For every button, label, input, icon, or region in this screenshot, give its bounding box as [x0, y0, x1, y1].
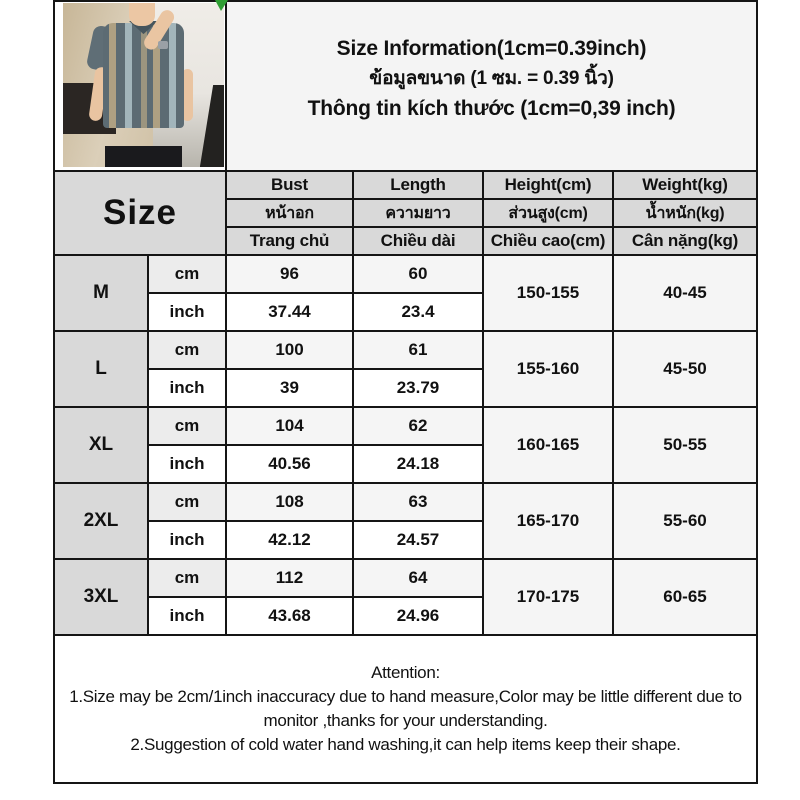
header-weight-vi: Cân nặng(kg): [613, 227, 757, 255]
length-cm-l: 61: [353, 331, 483, 369]
header-bust-th: หน้าอก: [226, 199, 353, 227]
unit-inch-xl: inch: [148, 445, 226, 483]
title-thai: ข้อมูลขนาด (1 ซม. = 0.39 นิ้ว): [369, 68, 614, 89]
weight-m: 40-45: [613, 255, 757, 331]
bust-cm-xl: 104: [226, 407, 353, 445]
header-height-th: ส่วนสูง(cm): [483, 199, 613, 227]
header-row-en: [54, 171, 757, 199]
bust-inch-3xl: 43.68: [226, 597, 353, 635]
green-corner-marker: [215, 0, 228, 11]
height-2xl: 165-170: [483, 483, 613, 559]
length-cm-2xl: 63: [353, 483, 483, 521]
bust-cm-2xl: 108: [226, 483, 353, 521]
unit-inch-3xl: inch: [148, 597, 226, 635]
weight-3xl: 60-65: [613, 559, 757, 635]
attention-heading: Attention:: [371, 663, 440, 682]
title-vietnamese: Thông tin kích thước (1cm=0,39 inch): [307, 97, 676, 120]
length-inch-3xl: 24.96: [353, 597, 483, 635]
unit-cm-l: cm: [148, 331, 226, 369]
header-height-vi: Chiều cao(cm): [483, 227, 613, 255]
product-photo-cell: [54, 1, 226, 171]
wrist-watch-icon: [158, 41, 168, 49]
table-row-2xl-cm: [54, 483, 757, 521]
size-label-xl: XL: [54, 407, 148, 483]
bust-inch-l: 39: [226, 369, 353, 407]
height-m: 150-155: [483, 255, 613, 331]
table-row-3xl-cm: [54, 559, 757, 597]
unit-cm-xl: cm: [148, 407, 226, 445]
table-row-xl-cm: [54, 407, 757, 445]
table-row-m-cm: [54, 255, 757, 293]
header-length-en: Length: [353, 171, 483, 199]
size-label-l: L: [54, 331, 148, 407]
height-3xl: 170-175: [483, 559, 613, 635]
length-inch-xl: 24.18: [353, 445, 483, 483]
header-bust-vi: Trang chủ: [226, 227, 353, 255]
header-length-th: ความยาว: [353, 199, 483, 227]
length-inch-2xl: 24.57: [353, 521, 483, 559]
weight-xl: 50-55: [613, 407, 757, 483]
height-xl: 160-165: [483, 407, 613, 483]
bust-inch-m: 37.44: [226, 293, 353, 331]
unit-inch-m: inch: [148, 293, 226, 331]
bust-cm-l: 100: [226, 331, 353, 369]
attention-note-2: 2.Suggestion of cold water hand washing,it can help items keep their shape.: [130, 735, 681, 754]
title-english: Size Information(1cm=0.39inch): [336, 37, 647, 60]
weight-2xl: 55-60: [613, 483, 757, 559]
header-weight-en: Weight(kg): [613, 171, 757, 199]
size-label-2xl: 2XL: [54, 483, 148, 559]
bust-cm-m: 96: [226, 255, 353, 293]
height-l: 155-160: [483, 331, 613, 407]
unit-cm-2xl: cm: [148, 483, 226, 521]
bust-cm-3xl: 112: [226, 559, 353, 597]
model-neck: [129, 3, 155, 26]
photo-title-row: [54, 1, 757, 171]
weight-l: 45-50: [613, 331, 757, 407]
table-row-l-cm: [54, 331, 757, 369]
header-length-vi: Chiều dài: [353, 227, 483, 255]
bust-inch-xl: 40.56: [226, 445, 353, 483]
header-height-en: Height(cm): [483, 171, 613, 199]
header-bust-en: Bust: [226, 171, 353, 199]
title-stack: [227, 34, 756, 138]
attention-row: [54, 635, 757, 783]
length-cm-xl: 62: [353, 407, 483, 445]
attention-note-1: 1.Size may be 2cm/1inch inaccuracy due to hand measure,Color may be little different due to monitor ,thanks for your understanding.: [69, 687, 742, 730]
bust-inch-2xl: 42.12: [226, 521, 353, 559]
length-inch-l: 23.79: [353, 369, 483, 407]
model-shirt: [103, 23, 184, 128]
length-cm-m: 60: [353, 255, 483, 293]
header-weight-th: น้ำหนัก(kg): [613, 199, 757, 227]
model-arm-right: [182, 69, 193, 121]
unit-cm-3xl: cm: [148, 559, 226, 597]
unit-cm-m: cm: [148, 255, 226, 293]
size-label-m: M: [54, 255, 148, 331]
unit-inch-2xl: inch: [148, 521, 226, 559]
size-label-3xl: 3XL: [54, 559, 148, 635]
attention-cell: [54, 635, 757, 783]
product-photo: [63, 3, 224, 167]
length-cm-3xl: 64: [353, 559, 483, 597]
title-cell: [226, 1, 757, 171]
size-corner-label: Size: [54, 171, 226, 255]
size-chart-table: [53, 0, 758, 784]
length-inch-m: 23.4: [353, 293, 483, 331]
model-pants: [105, 146, 182, 167]
unit-inch-l: inch: [148, 369, 226, 407]
